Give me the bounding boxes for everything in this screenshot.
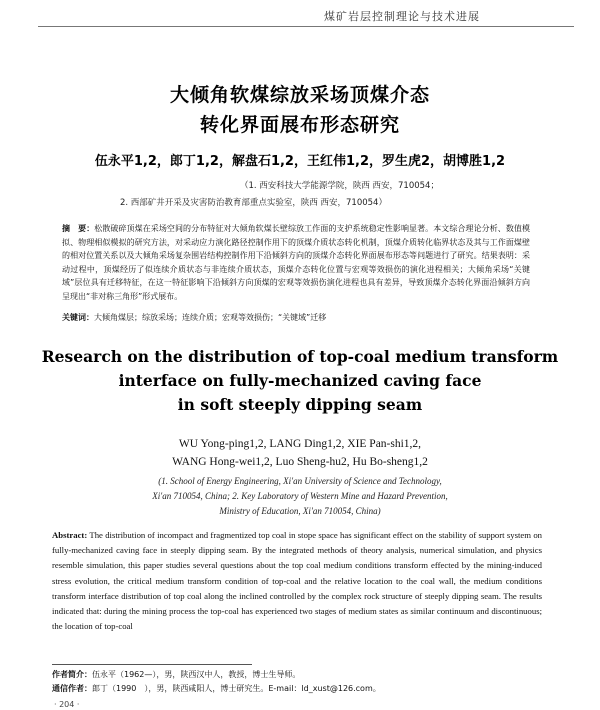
chinese-title	[0, 80, 600, 140]
english-abstract	[52, 528, 542, 634]
english-authors-line-1: WU Yong-ping1,2, LANG Ding1,2, XIE Pan-shi1,2,	[178, 438, 422, 450]
english-abstract-label: Abstract:	[52, 530, 88, 540]
english-affiliation-line-2: Xi'an 710054, China; 2. Key Laboratory of Western Mine and Hazard Prevention,	[152, 491, 448, 501]
footnote-corresponding-text: 郎丁（1990 ），男，陕西咸阳人，博士研究生。E-mail：ld_xust@126.com。	[92, 684, 381, 693]
header-rule	[38, 26, 574, 27]
chinese-affiliations	[120, 178, 560, 212]
chinese-abstract-text: 松散破碎顶煤在采场空间的分布特征对大倾角软煤长壁综放工作面的支护系统稳定性影响显著。本文综合理论分析、数值模拟、物理相似模拟的研究方法，对采动应力演化路径控制作用下的顶煤介质状态转化机制，顶煤介质转化临界状态及其与工作面煤壁的相对位置关系以及大倾角采场复杂围岩结构控制作用下沿倾斜方向的顶煤介态转化界面展布形态等问题进行了研究。结果表明：采动过程中，顶煤经历了似连续介质状态与非连续介质状态，顶煤介态转化位置与宏观等效损伤的演化进程相关；大倾角采场“关键域”层位具有迁移特征，在这一特征影响下沿倾斜方向顶煤的宏观等效损伤演化进程也具有差异，导致顶煤介态转化界面沿倾斜方向呈现出“非对称三角形”形式展布。	[62, 224, 530, 301]
chinese-title-line-1: 大倾角软煤综放采场顶煤介态	[169, 84, 430, 106]
english-affiliation-line-3: Ministry of Education, Xi'an 710054, China)	[219, 506, 381, 516]
english-affiliation-line-1: (1. School of Energy Engineering, Xi'an University of Science and Technology,	[158, 476, 442, 486]
footnote-rule	[52, 664, 252, 665]
chinese-abstract-label: 摘 要：	[62, 224, 95, 233]
english-title	[0, 345, 600, 417]
footnote-author-bio	[52, 668, 560, 682]
english-affiliations	[0, 474, 600, 519]
chinese-authors: 伍永平1,2，郎丁1,2，解盘石1,2，王红伟1,2，罗生虎2，胡博胜1,2	[94, 154, 506, 169]
chinese-keywords-text: 大倾角煤层；综放采场；连续介质；宏观等效损伤；“关键域”迁移	[94, 313, 327, 322]
english-title-line-2: interface on fully-mechanized caving face	[118, 371, 482, 390]
chinese-affiliation-2: 2. 西部矿井开采及灾害防治教育部重点实验室，陕西 西安，710054）	[120, 198, 387, 208]
chinese-keywords	[62, 311, 530, 324]
english-authors-line-2: WANG Hong-wei1,2, Luo Sheng-hu2, Hu Bo-sheng1,2	[172, 456, 428, 468]
running-head: 煤矿岩层控制理论与技术进展	[324, 10, 480, 23]
english-authors	[0, 435, 600, 471]
footnote-author-bio-label: 作者简介：	[52, 670, 92, 679]
footnotes	[52, 668, 560, 696]
chinese-title-line-2: 转化界面展布形态研究	[199, 114, 400, 136]
english-title-line-1: Research on the distribution of top-coal medium transform	[41, 347, 559, 366]
chinese-keywords-label: 关键词：	[62, 313, 94, 322]
page-number: · 204 ·	[54, 700, 80, 709]
footnote-corresponding-label: 通信作者：	[52, 684, 92, 693]
english-abstract-text: The distribution of incompact and fragmentized top coal in stope space has significant effect on the stability of support system on fully-mechanized caving face in steeply dipping seam. By the integrated methods of theory analysis, numerical simulation, and physics resemble simulation, this paper studies several questions about the top coal medium conditions transform effected by the mining-induced stress evolution, the critical medium transform condition of top-coal and the relative location to the coal wall, the medium conditions transform interface distribution of top coal along the inclined controlled by the complex rock structure of steeply dipping seam. The results indicated that: during the mining process the top-coal has experienced two stages of medium states as similar continuum and discontinuous; the location of top-coal	[52, 530, 543, 632]
english-title-line-3: in soft steeply dipping seam	[177, 395, 423, 414]
chinese-abstract	[62, 222, 530, 303]
footnote-corresponding-author	[52, 682, 560, 696]
footnote-author-bio-text: 伍永平（1962—），男，陕西汉中人，教授，博士生导师。	[92, 670, 301, 679]
chinese-affiliation-1: （1. 西安科技大学能源学院，陕西 西安，710054；	[240, 181, 439, 191]
